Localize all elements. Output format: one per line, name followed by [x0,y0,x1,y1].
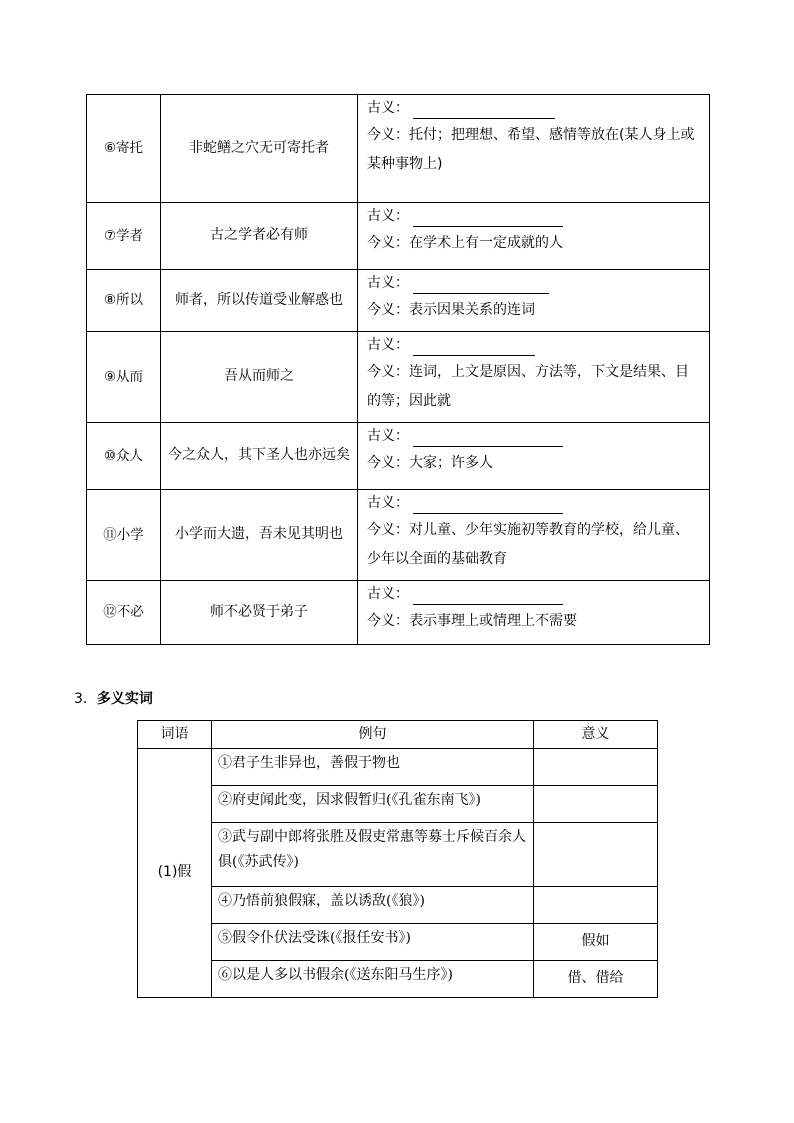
table-row [87,203,710,270]
example-cell: 古之学者必有师 [161,203,358,270]
example-cell: ⑥以是人多以书假余(《送东阳马生序》) [212,961,534,998]
ancient-meaning-label: 古义： [367,495,409,512]
answer-blank[interactable] [413,343,535,356]
example-cell: ③武与副中郎将张胜及假吏常惠等募士斥候百余人俱(《苏武传》) [212,823,534,887]
modern-meaning: 今义：大家；许多人 [367,455,493,471]
table-row [87,332,710,423]
ancient-meaning-line [367,581,701,605]
ancient-meaning-label: 古义： [367,428,409,445]
table-row [87,270,710,332]
column-header-meaning: 意义 [534,721,658,749]
ancient-meaning-label: 古义： [367,275,409,292]
example-cell: 小学而大遗，吾未见其明也 [161,490,358,581]
meaning-cell[interactable] [534,786,658,823]
definition-cell [358,270,710,332]
example-cell: ②府吏闻此变，因求假暂归(《孔雀东南飞》) [212,786,534,823]
section-number: 3． [74,691,97,707]
table-row [87,581,710,645]
table-row [138,961,658,998]
answer-blank[interactable] [413,592,563,605]
table-row [87,95,710,203]
ancient-meaning-line [367,490,701,514]
polysemy-table [137,720,658,998]
definition-cell [358,203,710,270]
modern-meaning: 今义：表示因果关系的连词 [367,302,535,318]
column-header-example: 例句 [212,721,534,749]
modern-meaning: 今义：连词，上文是原因、方法等，下文是结果、目的等；因此就 [367,364,689,409]
definition-cell [358,332,710,423]
modern-meaning: 今义：对儿童、少年实施初等教育的学校，给儿童、少年以全面的基础教育 [367,522,689,567]
column-header-word: 词语 [138,721,212,749]
term-cell: ⑥寄托 [87,95,161,203]
answer-blank[interactable] [413,214,563,227]
modern-meaning: 今义：托付；把理想、希望、感情等放在(某人身上或某种事物上) [367,127,695,172]
ancient-meaning-line [367,423,701,447]
definition-cell [358,95,710,203]
term-cell: ⑦学者 [87,203,161,270]
meaning-cell: 假如 [534,924,658,961]
section-heading [74,688,153,708]
table-row [138,786,658,823]
example-cell: 非蛇鳝之穴无可寄托者 [161,95,358,203]
term-cell: ⑧所以 [87,270,161,332]
ancient-meaning-label: 古义： [367,337,409,354]
modern-meaning: 今义：表示事理上或情理上不需要 [367,613,577,629]
table-row [87,423,710,490]
ancient-meaning-line [367,332,701,356]
example-cell: 吾从而师之 [161,332,358,423]
term-cell: ⑪小学 [87,490,161,581]
example-cell: ①君子生非异也，善假于物也 [212,749,534,786]
section-title: 多义实词 [96,691,153,707]
modern-meaning: 今义：在学术上有一定成就的人 [367,235,563,251]
meaning-cell[interactable] [534,749,658,786]
term-cell: ⑩众人 [87,423,161,490]
definition-cell [358,423,710,490]
ancient-meaning-line [367,95,701,119]
table-row [138,823,658,887]
ancient-meaning-label: 古义： [367,100,409,117]
answer-blank[interactable] [413,501,563,514]
example-cell: 师者，所以传道受业解惑也 [161,270,358,332]
answer-blank[interactable] [413,106,555,119]
definition-cell [358,581,710,645]
table-row [138,887,658,924]
table-row [87,490,710,581]
word-cell: (1)假 [138,749,212,998]
answer-blank[interactable] [413,281,549,294]
ancient-meaning-line [367,270,701,294]
gujin-yiyi-table [86,94,710,645]
term-cell: ⑫不必 [87,581,161,645]
meaning-cell[interactable] [534,887,658,924]
term-cell: ⑨从而 [87,332,161,423]
definition-cell [358,490,710,581]
example-cell: ④乃悟前狼假寐，盖以诱敌(《狼》) [212,887,534,924]
table-row [138,924,658,961]
ancient-meaning-label: 古义： [367,586,409,603]
example-cell: ⑤假令仆伏法受诛(《报任安书》) [212,924,534,961]
ancient-meaning-label: 古义： [367,208,409,225]
example-cell: 今之众人，其下圣人也亦远矣 [161,423,358,490]
example-cell: 师不必贤于弟子 [161,581,358,645]
meaning-cell: 借、借给 [534,961,658,998]
meaning-cell[interactable] [534,823,658,887]
answer-blank[interactable] [413,434,563,447]
table-row [138,749,658,786]
ancient-meaning-line [367,203,701,227]
table-header-row [138,721,658,749]
